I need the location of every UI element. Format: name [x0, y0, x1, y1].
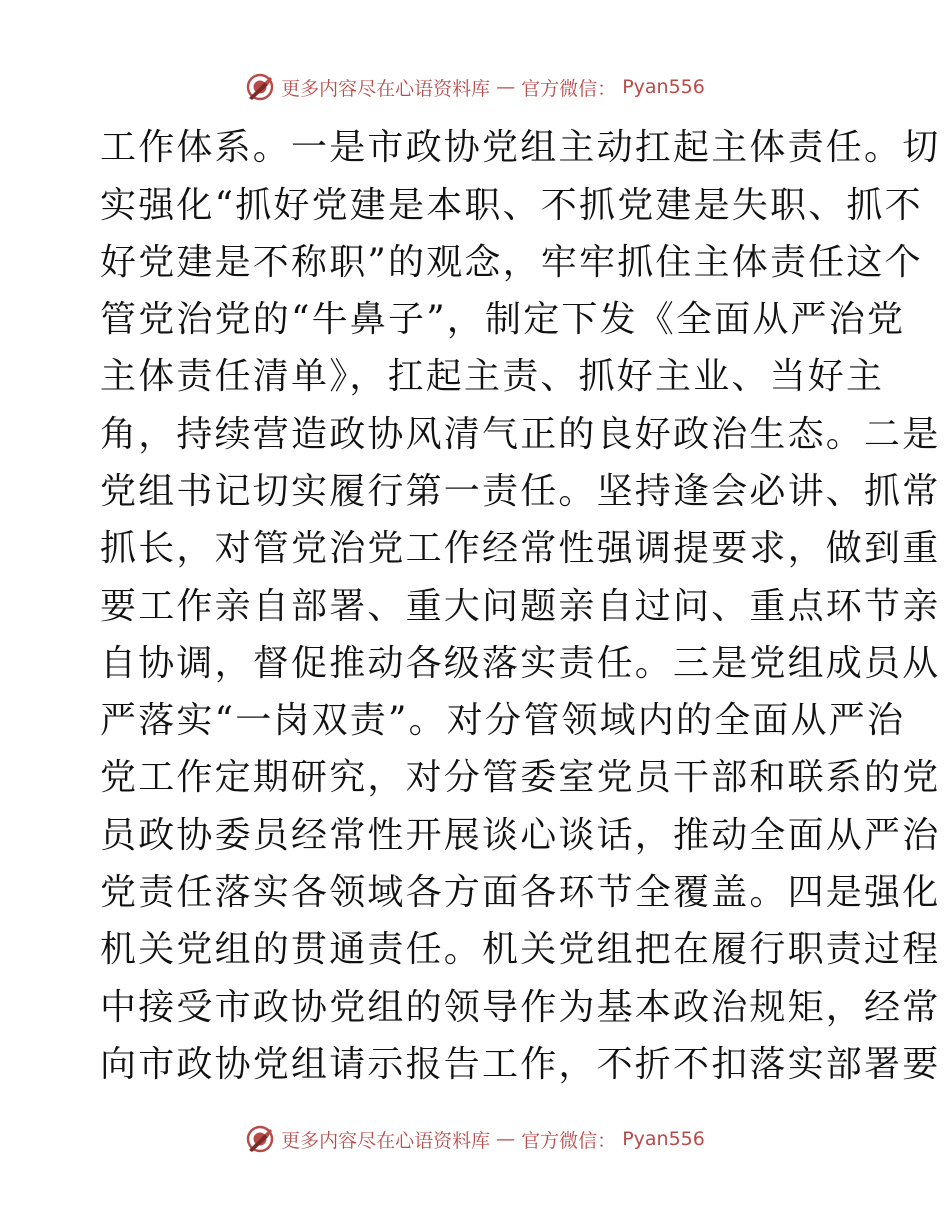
body-line: 党工作定期研究，对分管委室党员干部和联系的党 [100, 757, 941, 798]
watermark-prefix: 更多内容尽在心语资料库 [281, 77, 491, 100]
watermark-wechat-id: Pyan556 [622, 1128, 705, 1150]
body-line: 中接受市政协党组的领导作为基本政治规矩，经常 [100, 987, 941, 1028]
body-line: 员政协委员经常性开展谈心谈话，推动全面从严治 [100, 815, 941, 856]
body-line: 向市政协党组请示报告工作，不折不扣落实部署要 [100, 1044, 941, 1085]
watermark-wechat-label: 官方微信： [521, 1129, 617, 1152]
body-line: 管党治党的“牛鼻子”，制定下发《全面从严治党 [100, 299, 906, 340]
body-line: 抓长，对管党治党工作经常性强调提要求，做到重 [100, 528, 941, 569]
pen-logo-icon [245, 1124, 275, 1154]
body-line: 自协调，督促推动各级落实责任。三是党组成员从 [100, 643, 941, 684]
watermark-separator: — [496, 1128, 516, 1150]
footer-watermark [0, 1124, 950, 1154]
pen-logo-icon [245, 72, 275, 102]
body-line: 工作体系。一是市政协党组主动扛起主体责任。切 [100, 127, 941, 168]
body-line: 党组书记切实履行第一责任。坚持逢会必讲、抓常 [100, 471, 941, 512]
watermark-wechat-id: Pyan556 [622, 76, 705, 98]
body-line: 实强化“抓好党建是本职、不抓党建是失职、抓不 [100, 185, 923, 226]
body-line: 要工作亲自部署、重大问题亲自过问、重点环节亲 [100, 586, 941, 627]
body-line: 好党建是不称职”的观念，牢牢抓住主体责任这个 [100, 242, 923, 283]
watermark-prefix: 更多内容尽在心语资料库 [281, 1129, 491, 1152]
body-line: 主体责任清单》，扛起主责、抓好主业、当好主 [100, 356, 885, 397]
body-line: 机关党组的贯通责任。机关党组把在履行职责过程 [100, 929, 941, 970]
body-line: 角，持续营造政协风清气正的良好政治生态。二是 [100, 414, 941, 455]
body-line: 党责任落实各领域各方面各环节全覆盖。四是强化 [100, 872, 941, 913]
watermark-wechat-label: 官方微信： [521, 77, 617, 100]
watermark-separator: — [496, 76, 516, 98]
body-line: 严落实“一岗双责”。对分管领域内的全面从严治 [100, 700, 906, 741]
header-watermark [0, 72, 950, 102]
